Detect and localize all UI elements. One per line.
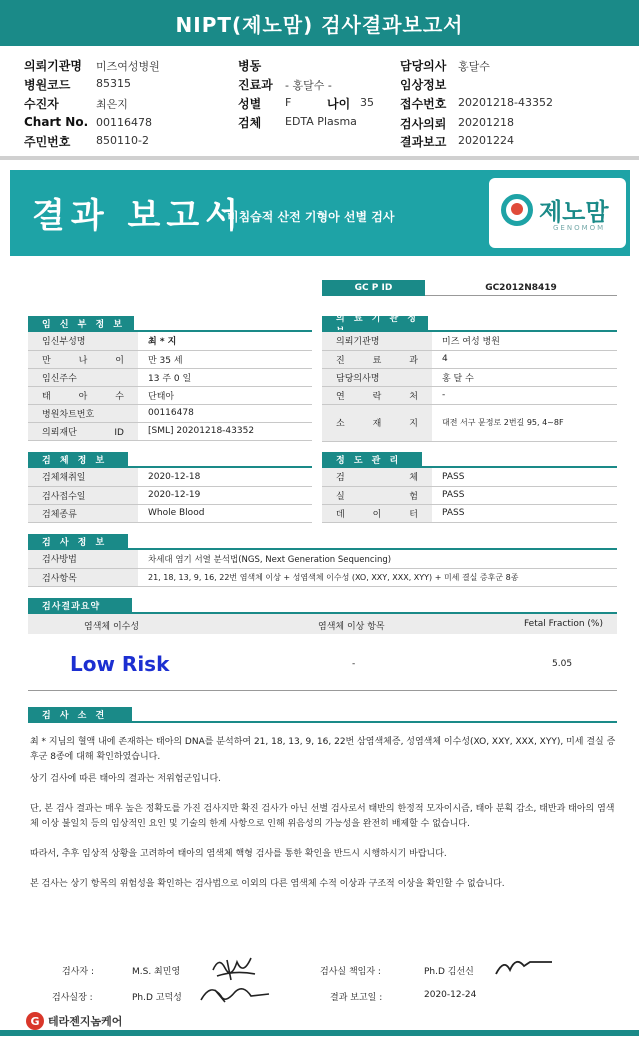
findings-heading: 검 사 소 견 bbox=[28, 707, 132, 722]
chart-label: Chart No. bbox=[24, 115, 89, 129]
qc-table bbox=[322, 468, 617, 523]
logo-dot-icon bbox=[511, 203, 523, 215]
chief-name: Ph.D 고덕성 bbox=[132, 993, 182, 1003]
clinical-label: 임상정보 bbox=[400, 78, 447, 92]
director-name: Ph.D 김선신 bbox=[424, 967, 474, 977]
table-row: 검 체 PASS bbox=[322, 468, 617, 486]
risk-result: Low Risk bbox=[70, 652, 170, 676]
rrn-value: 850110-2 bbox=[96, 134, 149, 147]
hospital-code-value: 85315 bbox=[96, 77, 131, 90]
table-row: 진 료 과 4 bbox=[322, 350, 617, 368]
table-row: 병원차트번호 00116478 bbox=[28, 404, 312, 422]
summary-bottom-rule bbox=[28, 690, 617, 691]
institution-value: 미즈여성병원 bbox=[96, 60, 160, 73]
findings-paragraph-3: 단, 본 검사 결과는 매우 높은 정확도를 가진 검사지만 확진 검사가 아닌 선별 검사로서 태반의 한정적 모자이시즘, 태아 분획 감소, 태반과 태아의 염색체 이상 불일치 등의 임상적인 요인 및 기술의 한계 사항으로 인해 위음성의 가능성을 완전히 배제할 수 없습니다. bbox=[30, 804, 615, 829]
table-row: 검사방법 차세대 염기 서열 분석법(NGS, Next Generation Sequencing) bbox=[28, 550, 617, 568]
accession-label: 접수번호 bbox=[400, 97, 447, 111]
test-heading: 검 사 정 보 bbox=[28, 534, 128, 549]
terragen-name: 테라젠지놈케어 bbox=[48, 1015, 123, 1028]
table-row: 의뢰재단 ID [SML] 20201218-43352 bbox=[28, 422, 312, 440]
table-row: 데 이 터 PASS bbox=[322, 504, 617, 522]
age-label: 나이 bbox=[327, 97, 351, 111]
col-fetal-fraction: Fetal Fraction (%) bbox=[524, 619, 603, 629]
table-row: 연 락 처 - bbox=[322, 386, 617, 404]
table-row: 임신부성명 최 * 지 bbox=[28, 332, 312, 350]
sex-label: 성별 bbox=[238, 97, 262, 111]
specimen-heading: 검 체 정 보 bbox=[28, 452, 128, 467]
rrn-label: 주민번호 bbox=[24, 135, 71, 149]
logo-text-en: GENOMOM bbox=[553, 224, 606, 232]
genomom-logo bbox=[489, 178, 626, 248]
qc-heading: 정 도 관 리 bbox=[322, 452, 422, 467]
specimen-label: 검체 bbox=[238, 116, 262, 130]
examiner-name: M.S. 최민영 bbox=[132, 967, 181, 977]
report-label: 결과보고 bbox=[400, 135, 447, 149]
gcpid-value: GC2012N8419 bbox=[425, 280, 617, 296]
institution-table bbox=[322, 332, 617, 442]
findings-paragraph-5: 본 검사는 상기 항목의 위험성을 확인하는 검사법으로 이외의 다른 염색체 수적 이상과 구조적 이상을 확인할 수 없습니다. bbox=[30, 879, 505, 889]
specimen-value: EDTA Plasma bbox=[285, 115, 357, 128]
terragen-logo-icon: G bbox=[26, 1012, 44, 1030]
patient-header bbox=[0, 48, 639, 160]
summary-header-row bbox=[28, 614, 617, 634]
institution-label: 의뢰기관명 bbox=[24, 59, 82, 73]
patient-label: 수진자 bbox=[24, 97, 59, 111]
accession-value: 20201218-43352 bbox=[458, 96, 553, 109]
age-value: 35 bbox=[360, 96, 374, 109]
dept-label: 진료과 bbox=[238, 78, 273, 92]
findings-paragraph-2: 상기 검사에 따른 태아의 결과는 저위험군입니다. bbox=[30, 774, 222, 784]
test-table bbox=[28, 550, 617, 587]
banner-subtitle: 비침습적 산전 기형아 선별 검사 bbox=[227, 210, 395, 224]
result-banner bbox=[10, 170, 630, 256]
table-row: 담당의사명 홍 달 수 bbox=[322, 368, 617, 386]
table-row: 실 험 PASS bbox=[322, 486, 617, 504]
report-title-bar bbox=[0, 0, 639, 46]
col-aneuploidy: 염색체 이수성 bbox=[84, 622, 140, 632]
chart-value: 00116478 bbox=[96, 116, 152, 129]
patient-value: 최은지 bbox=[96, 98, 128, 111]
pregnant-table bbox=[28, 332, 312, 441]
table-row: 만 나 이 만 35 세 bbox=[28, 350, 312, 368]
table-row: 검체종류 Whole Blood bbox=[28, 504, 312, 522]
findings-rule bbox=[28, 721, 617, 723]
footer-rule bbox=[0, 1030, 639, 1036]
findings-paragraph-4: 따라서, 추후 임상적 상황을 고려하여 태아의 염색체 핵형 검사를 통한 확인을 반드시 시행하시기 바랍니다. bbox=[30, 849, 447, 859]
table-row: 검체채취일 2020-12-18 bbox=[28, 468, 312, 486]
request-value: 20201218 bbox=[458, 116, 514, 129]
institution-heading: 의 료 기 관 정 bbox=[322, 316, 428, 331]
doctor-value: 홍달수 bbox=[458, 60, 490, 73]
specimen-table bbox=[28, 468, 312, 523]
doctor-label: 담당의사 bbox=[400, 59, 447, 73]
fetal-fraction-value: 5.05 bbox=[552, 659, 573, 669]
chief-signature bbox=[195, 978, 275, 1008]
pregnant-heading: 임 신 부 정 보 bbox=[28, 316, 134, 331]
terragen-logo bbox=[26, 1012, 122, 1030]
table-row: 의뢰기관명 미즈 여성 병원 bbox=[322, 332, 617, 350]
logo-text-ko: 제노맘 bbox=[539, 198, 609, 226]
report-date-label: 결과 보고일 : bbox=[330, 993, 383, 1003]
hospital-code-label: 병원코드 bbox=[24, 78, 71, 92]
table-row: 임신주수 13 주 0 일 bbox=[28, 368, 312, 386]
chief-label: 검사실장 : bbox=[52, 993, 93, 1003]
sex-value: F bbox=[285, 96, 292, 109]
request-label: 검사의뢰 bbox=[400, 117, 447, 131]
director-label: 검사실 책임자 : bbox=[320, 967, 381, 977]
report-date-value: 2020-12-24 bbox=[424, 990, 477, 1000]
ward-label: 병동 bbox=[238, 59, 262, 73]
report-value: 20201224 bbox=[458, 134, 514, 147]
table-row: 태 아 수 단태아 bbox=[28, 386, 312, 404]
banner-title: 결과 보고서 bbox=[32, 196, 245, 236]
director-signature bbox=[490, 950, 560, 982]
summary-heading: 검사결과요약 bbox=[28, 598, 132, 613]
page-title: NIPT(제노맘) 검사결과보고서 bbox=[175, 12, 464, 37]
findings-paragraph-1: 최 * 지님의 혈액 내에 존재하는 태아의 DNA를 분석하여 21, 18, 13, 9, 16, 22번 삼염색체증, 성염색체 이수성(XO, XXY, XXX, XYY), 미세 결실 증후군 8종에 대해 확인하였습니다. bbox=[30, 737, 616, 762]
col-abnormal: 염색체 이상 항목 bbox=[318, 622, 385, 632]
gcpid-label: GC P ID bbox=[322, 280, 425, 296]
table-row: 검사항목 21, 18, 13, 9, 16, 22번 염색체 이상 + 성염색체 이수성 (XO, XXY, XXX, XYY) + 미세 결실 증후군 8종 bbox=[28, 568, 617, 586]
table-row: 소 재 지 대전 서구 문정로 2번길 95, 4~8F bbox=[322, 404, 617, 441]
dept-value: - 홍달수 - bbox=[285, 79, 332, 92]
abnormal-value: - bbox=[352, 659, 356, 669]
examiner-label: 검사자 : bbox=[62, 967, 94, 977]
table-row: 검사접수일 2020-12-19 bbox=[28, 486, 312, 504]
